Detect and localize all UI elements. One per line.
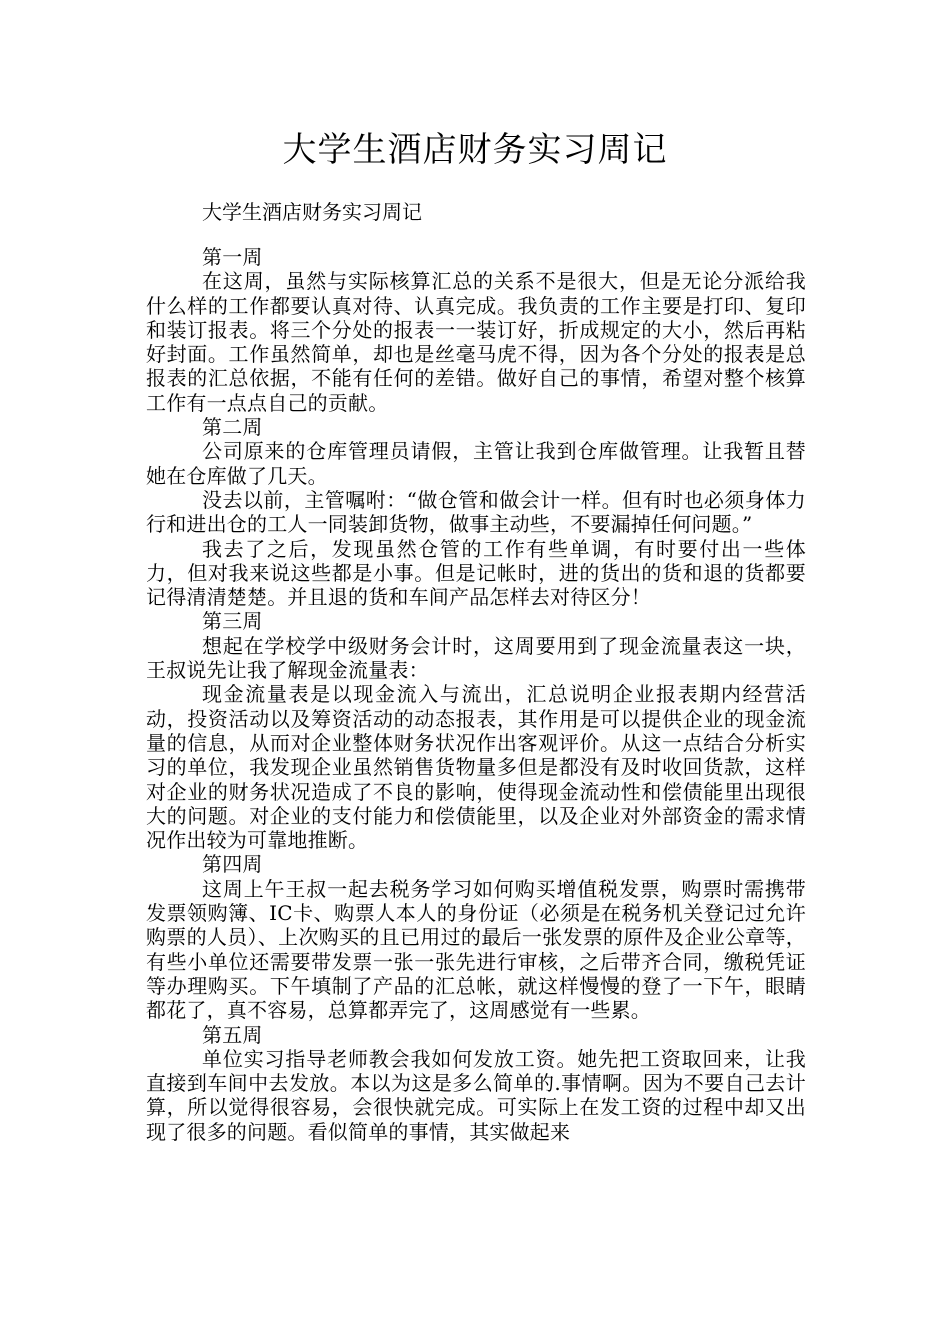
paragraph: 我去了之后，发现虽然仓管的工作有些单调，有时要付出一些体力，但对我来说这些都是小事。但是记帐时，进的货出的货和退的货都要记得清清楚楚。并且退的货和车间产品怎样去对待区分！: [146, 536, 806, 610]
paragraph: 没去以前，主管嘱咐：“做仓管和做会计一样。但有时也必须身体力行和进出仓的工人一同装卸货物，做事主动些，不要漏掉任何问题。”: [146, 487, 806, 537]
paragraph: 想起在学校学中级财务会计时，这周要用到了现金流量表这一块，王叔说先让我了解现金流量表：: [146, 633, 806, 683]
section-heading: 第五周: [202, 1022, 263, 1047]
document-body: [146, 245, 806, 1144]
section-heading: 第四周: [202, 852, 263, 877]
paragraph: 在这周，虽然与实际核算汇总的关系不是很大，但是无论分派给我什么样的工作都要认真对待、认真完成。我负责的工作主要是打印、复印和装订报表。将三个分处的报表一一装订好，折成规定的大小，然后再粘好封面。工作虽然简单，却也是丝毫马虎不得，因为各个分处的报表是总报表的汇总依据，不能有任何的差错。做好自己的事情，希望对整个核算工作有一点点自己的贡献。: [146, 269, 806, 415]
document-subtitle: 大学生酒店财务实习周记: [202, 200, 422, 224]
paragraph: 这周上午王叔一起去税务学习如何购买增值税发票，购票时需携带发票领购簿、IC卡、购票人本人的身份证（必须是在税务机关登记过允许购票的人员）、上次购买的且已用过的最后一张发票的原件及企业公章等，有些小单位还需要带发票一张一张先进行审核，之后带齐合同，缴税凭证等办理购买。下午填制了产品的汇总帐，就这样慢慢的登了一下午，眼睛都花了，真不容易，总算都弄完了，这周感觉有一些累。: [146, 876, 806, 1023]
paragraph: 公司原来的仓库管理员请假，主管让我到仓库做管理。让我暂且替她在仓库做了几天。: [146, 439, 806, 488]
section-heading: 第二周: [202, 415, 263, 440]
paragraph: 单位实习指导老师教会我如何发放工资。她先把工资取回来，让我直接到车间中去发放。本以为这是多么简单的.事情啊。因为不要自己去计算，所以觉得很容易，会很快就完成。可实际上在发工资的过程中却又出现了很多的问题。看似简单的事情，其实做起来: [146, 1046, 806, 1144]
section-heading: 第一周: [202, 245, 263, 269]
document-title: 大学生酒店财务实习周记: [282, 130, 668, 170]
section-heading: 第三周: [202, 609, 263, 634]
paragraph: 现金流量表是以现金流入与流出，汇总说明企业报表期内经营活动，投资活动以及筹资活动的动态报表，其作用是可以提供企业的现金流量的信息，从而对企业整体财务状况作出客观评价。从这一点结合分析实习的单位，我发现企业虽然销售货物量多但是都没有及时收回货款，这样对企业的财务状况造成了不良的影响，使得现金流动性和偿债能里出现很大的问题。对企业的支付能力和偿债能里，以及企业对外部资金的需求情况作出较为可靠地推断。: [146, 682, 806, 853]
